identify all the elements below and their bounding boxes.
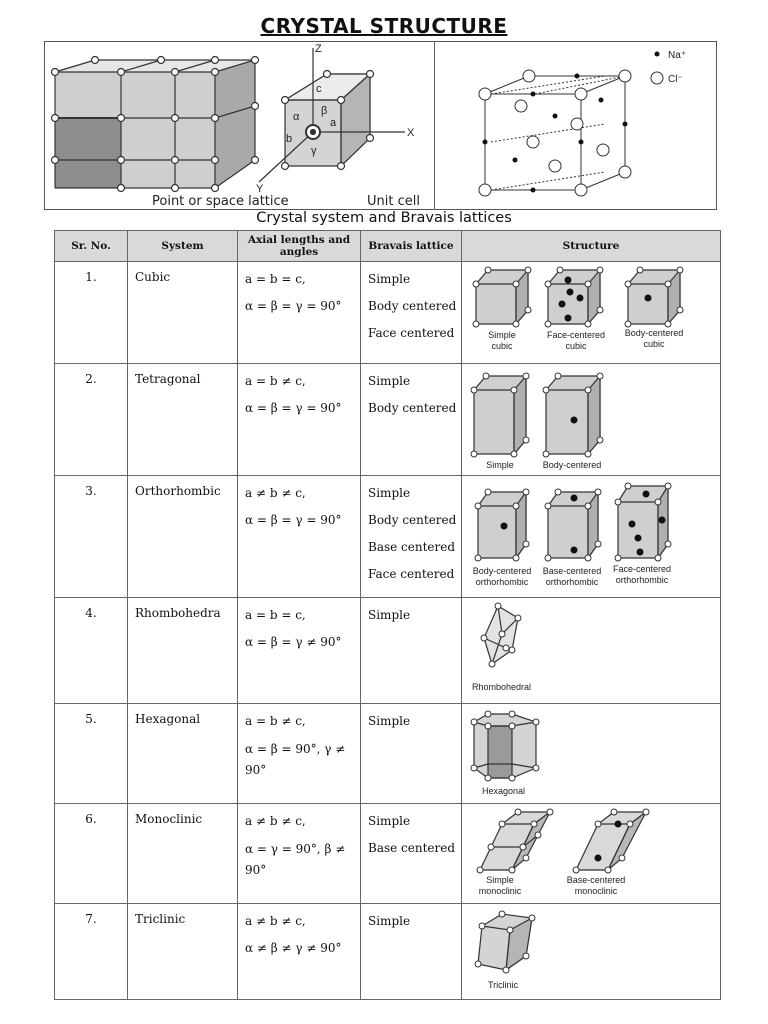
axial-cell bbox=[238, 704, 361, 804]
triclinic-lattice-icon bbox=[462, 904, 720, 998]
structure-label: Simple bbox=[488, 330, 516, 340]
structure-cell bbox=[462, 476, 721, 598]
system-name: Cubic bbox=[128, 262, 238, 364]
structure-label: monoclinic bbox=[478, 886, 522, 896]
system-name: Triclinic bbox=[128, 904, 238, 1000]
cubic-lattices-icon bbox=[462, 262, 720, 362]
space-lattice-icon bbox=[52, 57, 259, 192]
table-row bbox=[55, 262, 721, 364]
edge-c-label: c bbox=[316, 83, 322, 95]
table-row bbox=[55, 598, 721, 704]
axial-angles: α = β = γ = 90° bbox=[245, 401, 342, 415]
page-title: CRYSTAL STRUCTURE bbox=[260, 14, 508, 38]
system-name: Monoclinic bbox=[128, 804, 238, 904]
bravais-cell bbox=[361, 904, 462, 1000]
row-number: 6. bbox=[55, 804, 128, 904]
bravais-cell bbox=[361, 476, 462, 598]
structure-cell bbox=[462, 904, 721, 1000]
table-row bbox=[55, 704, 721, 804]
bravais-type: Face centered bbox=[368, 326, 455, 340]
axial-lengths: a ≠ b ≠ c, bbox=[245, 814, 306, 828]
bravais-table bbox=[54, 230, 721, 1000]
axial-lengths: a ≠ b ≠ c, bbox=[245, 486, 306, 500]
angle-alpha-label: α bbox=[293, 111, 300, 123]
structure-label: orthorhombic bbox=[545, 577, 599, 587]
angle-gamma-label: γ bbox=[311, 145, 317, 157]
structure-label: Rhombohedral bbox=[472, 682, 532, 692]
structure-cell bbox=[462, 364, 721, 476]
bravais-cell bbox=[361, 598, 462, 704]
structure-label: Base-centered bbox=[566, 875, 626, 885]
axial-cell bbox=[238, 364, 361, 476]
axial-angles: α = β = γ = 90° bbox=[245, 513, 342, 527]
unit-cell-caption: Unit cell bbox=[367, 194, 420, 209]
row-number: 4. bbox=[55, 598, 128, 704]
bravais-type: Simple bbox=[368, 486, 411, 500]
figure-divider bbox=[434, 42, 435, 210]
bravais-type: Simple bbox=[368, 374, 411, 388]
edge-a-label: a bbox=[330, 117, 337, 129]
space-lattice-caption: Point or space lattice bbox=[152, 194, 289, 209]
axial-lengths: a = b = c, bbox=[245, 608, 306, 622]
structure-label: Face-centered bbox=[546, 330, 606, 340]
row-number: 3. bbox=[55, 476, 128, 598]
structure-label: orthorhombic bbox=[615, 575, 669, 585]
structure-label: monoclinic bbox=[574, 886, 618, 896]
table-row bbox=[55, 804, 721, 904]
axis-x-label: X bbox=[407, 127, 415, 139]
structure-label: Simple bbox=[486, 460, 514, 470]
axial-cell bbox=[238, 262, 361, 364]
structure-label: Body-centered bbox=[624, 328, 684, 338]
system-name: Rhombohedra bbox=[128, 598, 238, 704]
cl-legend-label: Cl⁻ bbox=[668, 74, 683, 85]
structure-label: orthorhombic bbox=[475, 577, 529, 587]
structure-label: Simple bbox=[486, 875, 514, 885]
header-structure: Structure bbox=[462, 231, 721, 262]
structure-cell bbox=[462, 804, 721, 904]
bravais-type: Simple bbox=[368, 272, 411, 286]
structure-label: cubic bbox=[565, 341, 587, 351]
lattice-illustrations bbox=[45, 42, 717, 210]
axial-angles: α = β = 90°, γ ≠ 90° bbox=[245, 742, 346, 777]
na-legend-label: Na⁺ bbox=[668, 50, 687, 61]
rhombohedral-lattice-icon bbox=[462, 598, 720, 702]
system-name: Tetragonal bbox=[128, 364, 238, 476]
unit-cell-icon bbox=[259, 48, 405, 182]
structure-label: Body-centered bbox=[472, 566, 532, 576]
structure-cell bbox=[462, 704, 721, 804]
axial-cell bbox=[238, 476, 361, 598]
structure-label: Face-centered bbox=[612, 564, 672, 574]
tetragonal-lattices-icon bbox=[462, 364, 720, 474]
axis-z-label: Z bbox=[315, 43, 322, 55]
table-row bbox=[55, 904, 721, 1000]
bravais-type: Base centered bbox=[368, 841, 456, 855]
bravais-type: Body centered bbox=[368, 513, 457, 527]
header-sr-no: Sr. No. bbox=[55, 231, 128, 262]
angle-beta-label: β bbox=[321, 105, 328, 117]
monoclinic-lattices-icon bbox=[462, 804, 720, 902]
bravais-type: Face centered bbox=[368, 567, 455, 581]
table-header-row bbox=[55, 231, 721, 262]
axial-cell bbox=[238, 904, 361, 1000]
bravais-type: Simple bbox=[368, 814, 411, 828]
bravais-type: Body centered bbox=[368, 299, 457, 313]
axial-lengths: a = b ≠ c, bbox=[245, 714, 306, 728]
axis-y-label: Y bbox=[256, 183, 264, 195]
axial-cell bbox=[238, 804, 361, 904]
header-system: System bbox=[128, 231, 238, 262]
bravais-type: Body centered bbox=[368, 401, 457, 415]
row-number: 1. bbox=[55, 262, 128, 364]
structure-label: Base-centered bbox=[542, 566, 602, 576]
hexagonal-lattice-icon bbox=[462, 704, 720, 802]
table-row bbox=[55, 476, 721, 598]
structure-label: Hexagonal bbox=[482, 786, 526, 796]
structure-cell bbox=[462, 598, 721, 704]
axial-lengths: a = b = c, bbox=[245, 272, 306, 286]
structure-label: cubic bbox=[491, 341, 513, 351]
orthorhombic-lattices-icon bbox=[462, 476, 720, 596]
row-number: 5. bbox=[55, 704, 128, 804]
crystal-figure-panel bbox=[44, 41, 717, 210]
axial-lengths: a ≠ b ≠ c, bbox=[245, 914, 306, 928]
row-number: 2. bbox=[55, 364, 128, 476]
table-title: Crystal system and Bravais lattices bbox=[256, 210, 512, 226]
system-name: Orthorhombic bbox=[128, 476, 238, 598]
structure-label: Body-centered bbox=[542, 460, 602, 470]
axial-cell bbox=[238, 598, 361, 704]
axial-angles: α = β = γ ≠ 90° bbox=[245, 635, 342, 649]
bravais-cell bbox=[361, 804, 462, 904]
bravais-type: Simple bbox=[368, 914, 411, 928]
structure-label: Triclinic bbox=[488, 980, 519, 990]
axial-lengths: a = b ≠ c, bbox=[245, 374, 306, 388]
row-number: 7. bbox=[55, 904, 128, 1000]
axial-angles: α = β = γ = 90° bbox=[245, 299, 342, 313]
axial-angles: α = γ = 90°, β ≠ 90° bbox=[245, 842, 346, 877]
table-row bbox=[55, 364, 721, 476]
system-name: Hexagonal bbox=[128, 704, 238, 804]
header-axial: Axial lengths and angles bbox=[238, 231, 361, 262]
bravais-type: Simple bbox=[368, 608, 411, 622]
structure-label: cubic bbox=[643, 339, 665, 349]
header-bravais: Bravais lattice bbox=[361, 231, 462, 262]
bravais-type: Base centered bbox=[368, 540, 456, 554]
bravais-cell bbox=[361, 262, 462, 364]
bravais-cell bbox=[361, 704, 462, 804]
axial-angles: α ≠ β ≠ γ ≠ 90° bbox=[245, 941, 342, 955]
edge-b-label: b bbox=[286, 133, 293, 145]
bravais-type: Simple bbox=[368, 714, 411, 728]
structure-cell bbox=[462, 262, 721, 364]
nacl-lattice-icon bbox=[479, 52, 663, 197]
bravais-cell bbox=[361, 364, 462, 476]
